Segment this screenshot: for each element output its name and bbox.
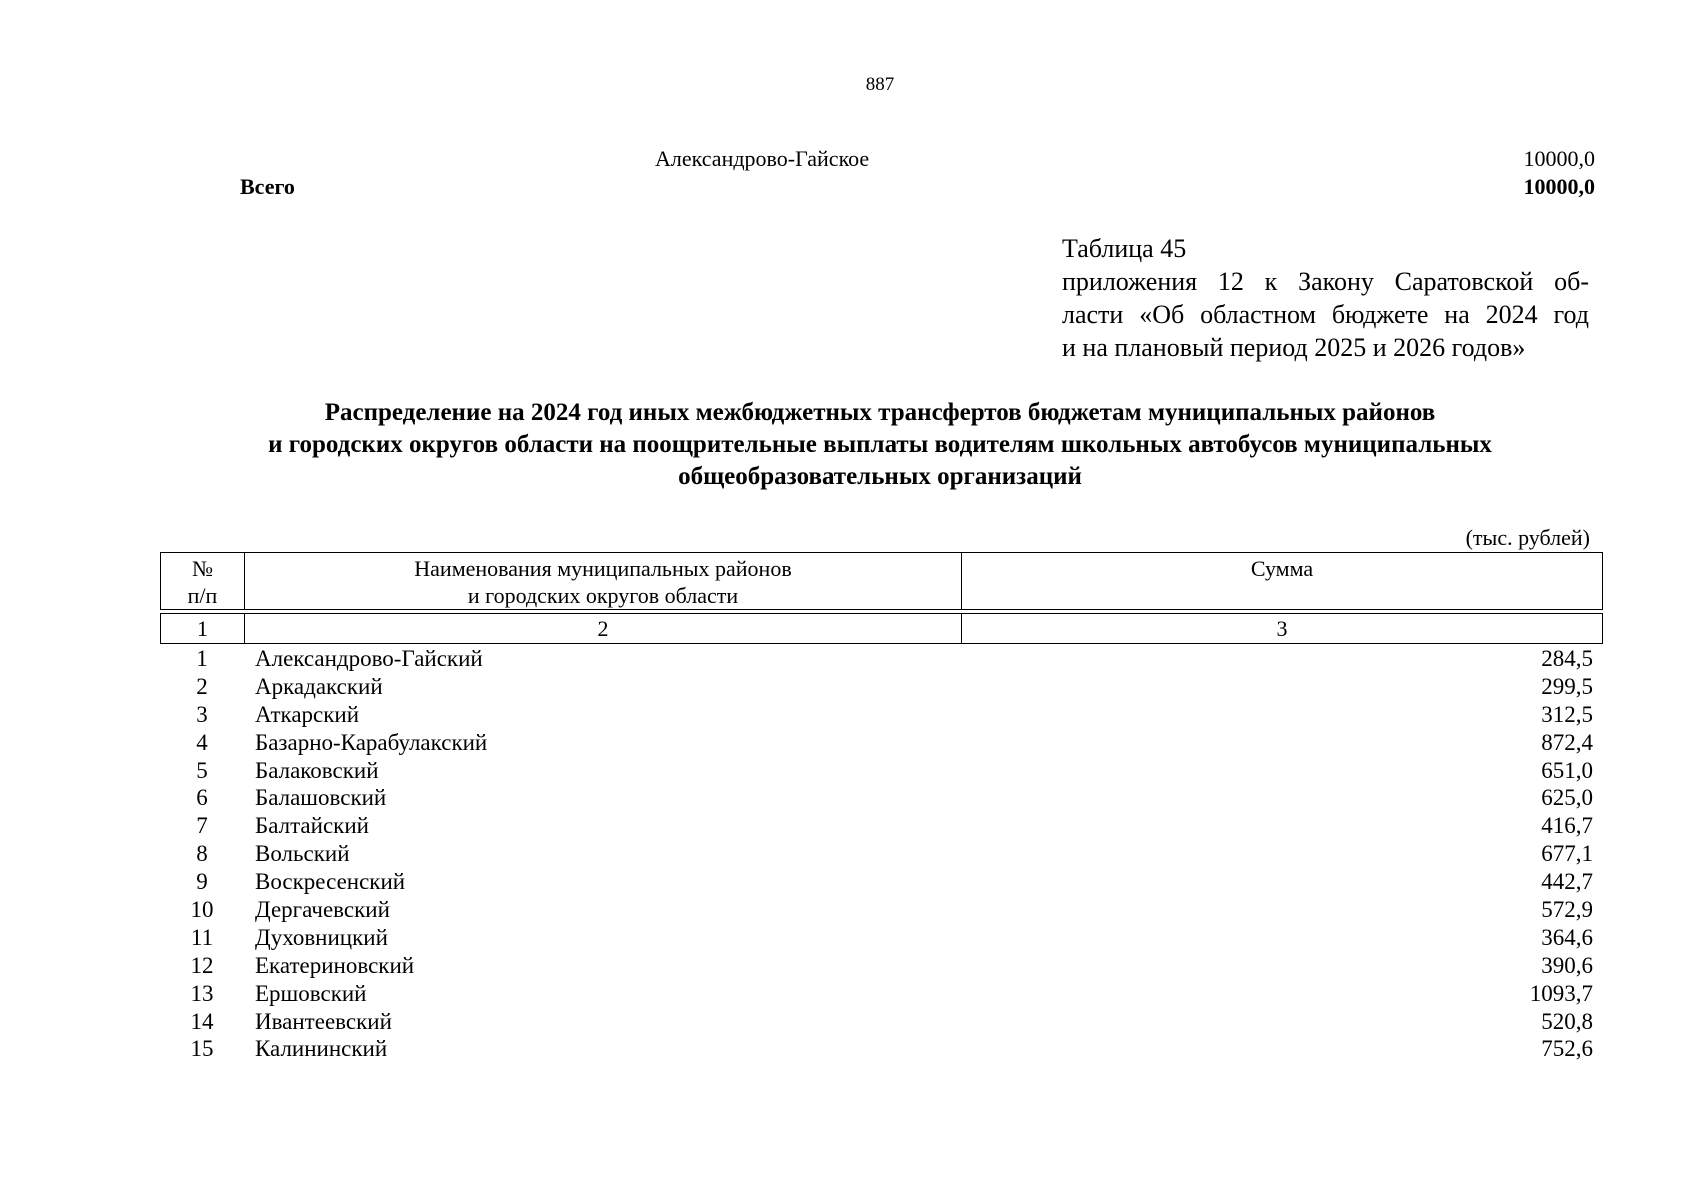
table-row [160,812,1603,840]
district-name: Балашовский [255,785,387,811]
total-value: 10000,0 [1523,174,1595,199]
column-number: 1 [161,614,245,643]
row-number: 11 [190,924,214,950]
table-header [160,552,1603,610]
previous-row-value: 10000,0 [1523,146,1595,171]
row-sum: 651,0 [1541,757,1593,783]
district-name: Балаковский [255,757,379,783]
page-number: 887 [865,74,895,95]
total-label: Всего [240,174,295,199]
table-body [160,645,1603,1063]
title-line: и городских округов области на поощрительные выплаты водителям школьных автобусов муниципальных [268,431,1492,458]
caption-line: и на плановый период 2025 и 2026 годов» [1062,333,1526,362]
table-row [160,784,1603,812]
header-number-symbol: № [192,556,213,581]
district-name: Александрово-Гайский [255,646,483,671]
header-number-abbr: п/п [187,583,218,608]
column-number: 3 [1276,616,1288,641]
row-sum: 364,6 [1541,924,1593,950]
row-sum: 520,8 [1541,1008,1593,1034]
row-sum: 1093,7 [1529,980,1593,1006]
table-row [160,729,1603,757]
district-name: Аткарский [255,701,360,727]
table-row [160,1035,1603,1063]
title-line: Распределение на 2024 год иных межбюджетных трансфертов бюджетам муниципальных районов [324,399,1436,426]
row-number: 7 [196,813,208,839]
row-number: 12 [190,952,214,978]
district-name: Духовницкий [255,924,388,950]
row-number: 2 [196,673,208,699]
district-name: Дергачевский [255,897,390,923]
row-number: 1 [196,646,208,671]
row-sum: 299,5 [1541,673,1593,699]
district-name: Балтайский [255,813,369,839]
units-label: (тыс. рублей) [1465,525,1590,550]
table-caption [1062,232,1589,364]
row-number: 9 [196,869,208,895]
row-sum: 284,5 [1541,646,1593,671]
column-numbers-row [160,613,1603,644]
document-title [160,397,1600,493]
row-sum: 625,0 [1541,785,1593,811]
row-sum: 872,4 [1541,729,1593,755]
table-row [160,645,1603,673]
row-sum: 312,5 [1541,701,1593,727]
column-number: 2 [245,614,962,643]
row-sum: 752,6 [1541,1036,1593,1062]
caption-table-number: Таблица 45 [1062,234,1187,263]
row-number: 5 [196,757,208,783]
row-number: 6 [196,785,208,811]
district-name: Екатериновский [255,952,415,978]
row-number: 14 [190,1008,214,1034]
table-row [160,757,1603,785]
header-name-line: Наименования муниципальных районов [414,556,792,581]
table-row [160,673,1603,701]
table-row [160,952,1603,980]
caption-line: ласти «Об областном бюджете на 2024 год [1062,300,1589,329]
row-number: 13 [190,980,214,1006]
table-row [160,1008,1603,1036]
header-name-line: и городских округов области [467,583,739,608]
district-name: Воскресенский [255,869,406,895]
row-sum: 442,7 [1541,869,1593,895]
row-sum: 677,1 [1541,841,1593,867]
district-name: Вольский [255,841,350,867]
district-name: Ершовский [255,980,367,1006]
previous-row-name: Александрово-Гайское [655,146,870,171]
district-name: Базарно-Карабулакский [255,729,488,755]
district-name: Ивантеевский [255,1008,392,1034]
row-sum: 390,6 [1541,952,1593,978]
header-number-cell [161,553,245,609]
header-sum-cell: Сумма [1250,556,1314,581]
table-row [160,980,1603,1008]
row-number: 15 [190,1036,214,1062]
table-row [160,924,1603,952]
row-sum: 572,9 [1541,897,1593,923]
table-row [160,896,1603,924]
table-row [160,868,1603,896]
title-line: общеобразовательных организаций [678,463,1082,490]
row-sum: 416,7 [1541,813,1593,839]
row-number: 8 [196,841,208,867]
district-name: Аркадакский [255,673,383,699]
caption-line: приложения 12 к Закону Саратовской об- [1062,267,1589,296]
table-row [160,840,1603,868]
row-number: 4 [196,729,208,755]
header-name-cell [245,553,962,609]
row-number: 10 [190,897,214,923]
row-number: 3 [196,701,208,727]
district-name: Калининский [255,1036,388,1062]
table-row [160,701,1603,729]
